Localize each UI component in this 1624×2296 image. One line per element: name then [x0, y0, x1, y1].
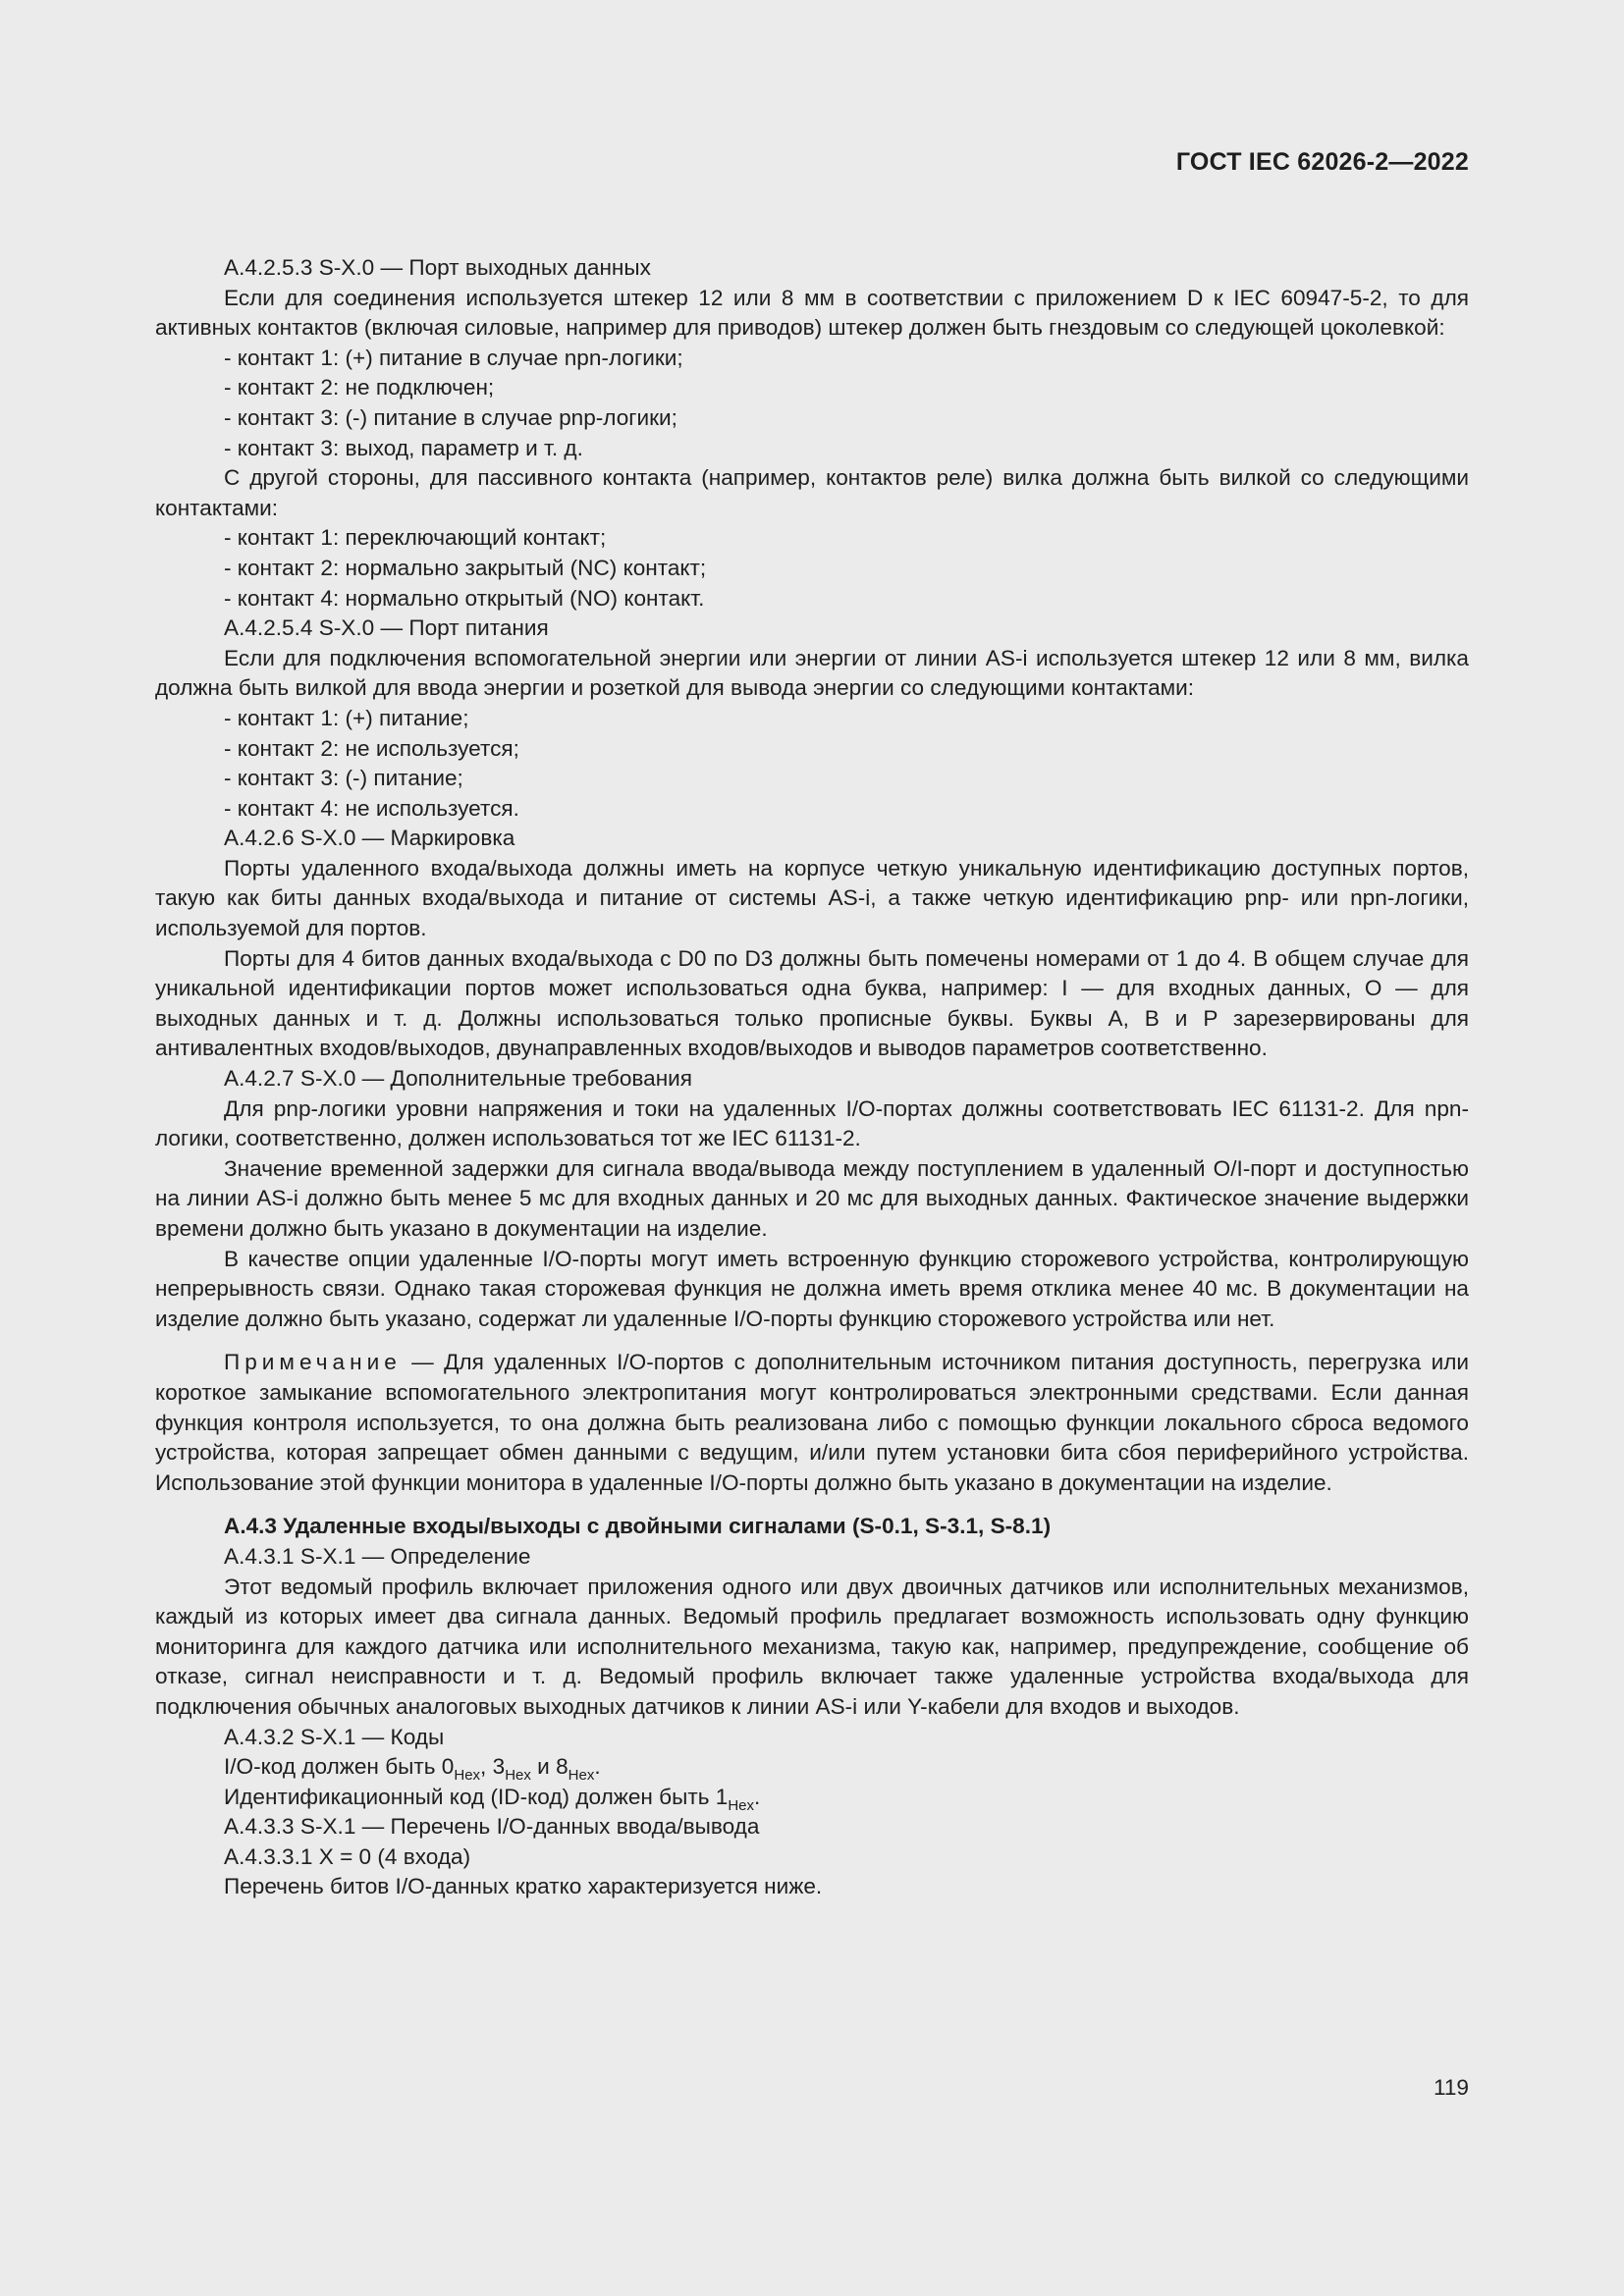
clause-title: А.4.3.3.1 X = 0 (4 входа)	[224, 1843, 471, 1869]
paragraph: Порты для 4 битов данных входа/выхода с D0 по D3 должны быть помечены номерами от 1 до 4. В общем случае для уникальной идентификации портов может использоваться одна буква, например: I — для входных данных, O — для выходных данных и т. д. Должны использоваться только прописные буквы. Буквы A, B и P зарезервированы для антивалентных входов/выходов, двунаправленных входов/выходов и выводов параметров соответственно.	[155, 945, 1469, 1061]
id-code-line: Идентификационный код (ID-код) должен быть $1_{Hex}$.	[224, 1784, 761, 1814]
clause-title: А.4.2.5.4 S-X.0 — Порт питания	[224, 615, 549, 641]
paragraph: Для pnp-логики уровни напряжения и токи на удаленных I/O-портах должны соответствовать IEC 61131-2. Для npn-логики, соответственно, должен использоваться тот же IEC 61131-2.	[155, 1095, 1469, 1151]
clause-title: А.4.3.3 S-X.1 — Перечень I/O-данных ввода/вывода	[224, 1814, 760, 1840]
list-item: - контакт 1: переключающий контакт;	[224, 525, 607, 551]
section-heading: А.4.3 Удаленные входы/выходы с двойными сигналами (S-0.1, S-3.1, S-8.1)	[224, 1514, 1052, 1539]
paragraph: Если для соединения используется штекер 12 или 8 мм в соответствии с приложением D к IEC 60947-5-2, то для активных контактов (включая силовые, например для приводов) штекер должен быть гнездовым со следующей цоколевкой:	[155, 285, 1469, 341]
paragraph: Перечень битов I/O-данных кратко характеризуется ниже.	[224, 1874, 823, 1899]
paragraph: Если для подключения вспомогательной энергии или энергии от линии AS-i используется штекер 12 или 8 мм, вилка должна быть вилкой для ввода энергии и розеткой для вывода энергии со следующими контактами:	[155, 645, 1469, 701]
io-code-line: I/O-код должен быть $0_{Hex}$, $3_{Hex}$ и $8_{Hex}$.	[224, 1754, 601, 1785]
list-item: - контакт 1: (+) питание в случае npn-логики;	[224, 345, 683, 370]
list-item: - контакт 1: (+) питание;	[224, 705, 469, 730]
paragraph: С другой стороны, для пассивного контакта (например, контактов реле) вилка должна быть вилкой со следующими контактами:	[155, 465, 1469, 520]
clause-title: А.4.2.6 S-X.0 — Маркировка	[224, 826, 515, 851]
paragraph: Значение временной задержки для сигнала ввода/вывода между поступлением в удаленный O/I-порт и доступностью на линии AS-i должно быть менее 5 мс для входных данных и 20 мс для выходных данных. Фактическое значение выдержки времени должно быть указано в документации на изделие.	[155, 1155, 1469, 1241]
list-item: - контакт 3: (-) питание в случае pnp-логики;	[224, 404, 677, 430]
note-text: — Для удаленных I/O-портов с дополнительным источником питания доступность, перегрузка или короткое замыкание вспомогательного электропитания могут контролироваться электронными средствами. Если данная функция контроля используется, то она должна быть реализована либо с помощью функции локального сброса ведомого устройства, которая запрещает обмен данными с ведущим, и/или путем установки бита сбоя периферийного устройства. Использование этой функции монитора в удаленные I/O-порты должно быть указано в документации на изделие.	[155, 1350, 1469, 1495]
list-item: - контакт 2: нормально закрытый (NC) контакт;	[224, 555, 707, 580]
document-code: ГОСТ IEC 62026-2—2022	[1175, 148, 1469, 176]
paragraph: В качестве опции удаленные I/O-порты могут иметь встроенную функцию сторожевого устройства, контролирующую непрерывность связи. Однако такая сторожевая функция не должна иметь время отклика менее 40 мс. В документации на изделие должно быть указано, содержат ли удаленные I/O-порты функцию сторожевого устройства или нет.	[155, 1246, 1469, 1331]
list-item: - контакт 2: не подключен;	[224, 375, 495, 400]
clause-title: А.4.3.2 S-X.1 — Коды	[224, 1724, 445, 1749]
list-item: - контакт 3: (-) питание;	[224, 766, 463, 791]
paragraph: Порты удаленного входа/выхода должны иметь на корпусе четкую уникальную идентификацию доступных портов, такую как биты данных входа/выхода и питание от системы AS-i, а также четкую идентификацию pnp- или npn-логики, используемой для портов.	[155, 855, 1469, 941]
note	[155, 1348, 1469, 1498]
note-label: Примечание	[224, 1350, 402, 1375]
clause-title: А.4.2.7 S-X.0 — Дополнительные требования	[224, 1066, 693, 1092]
list-item: - контакт 4: не используется.	[224, 795, 519, 821]
clause-title: А.4.3.1 S-X.1 — Определение	[224, 1543, 531, 1569]
list-item: - контакт 3: выход, параметр и т. д.	[224, 435, 583, 460]
page-number: 119	[1433, 2075, 1469, 2100]
clause-title: А.4.2.5.3 S-X.0 — Порт выходных данных	[224, 255, 651, 280]
list-item: - контакт 4: нормально открытый (NO) контакт.	[224, 585, 705, 611]
paragraph: Этот ведомый профиль включает приложения одного или двух двоичных датчиков или исполнительных механизмов, каждый из которых имеет два сигнала данных. Ведомый профиль предлагает возможность использовать одну функцию мониторинга для каждого датчика или исполнительного механизма, такую как, например, предупреждение, сообщение об отказе, сигнал неисправности и т. д. Ведомый профиль включает также удаленные устройства входа/выхода для подключения обычных аналоговых выходных датчиков к линии AS-i или Y-кабели для входов и выходов.	[155, 1574, 1469, 1719]
page-body	[155, 253, 1469, 1902]
list-item: - контакт 2: не используется;	[224, 735, 519, 761]
